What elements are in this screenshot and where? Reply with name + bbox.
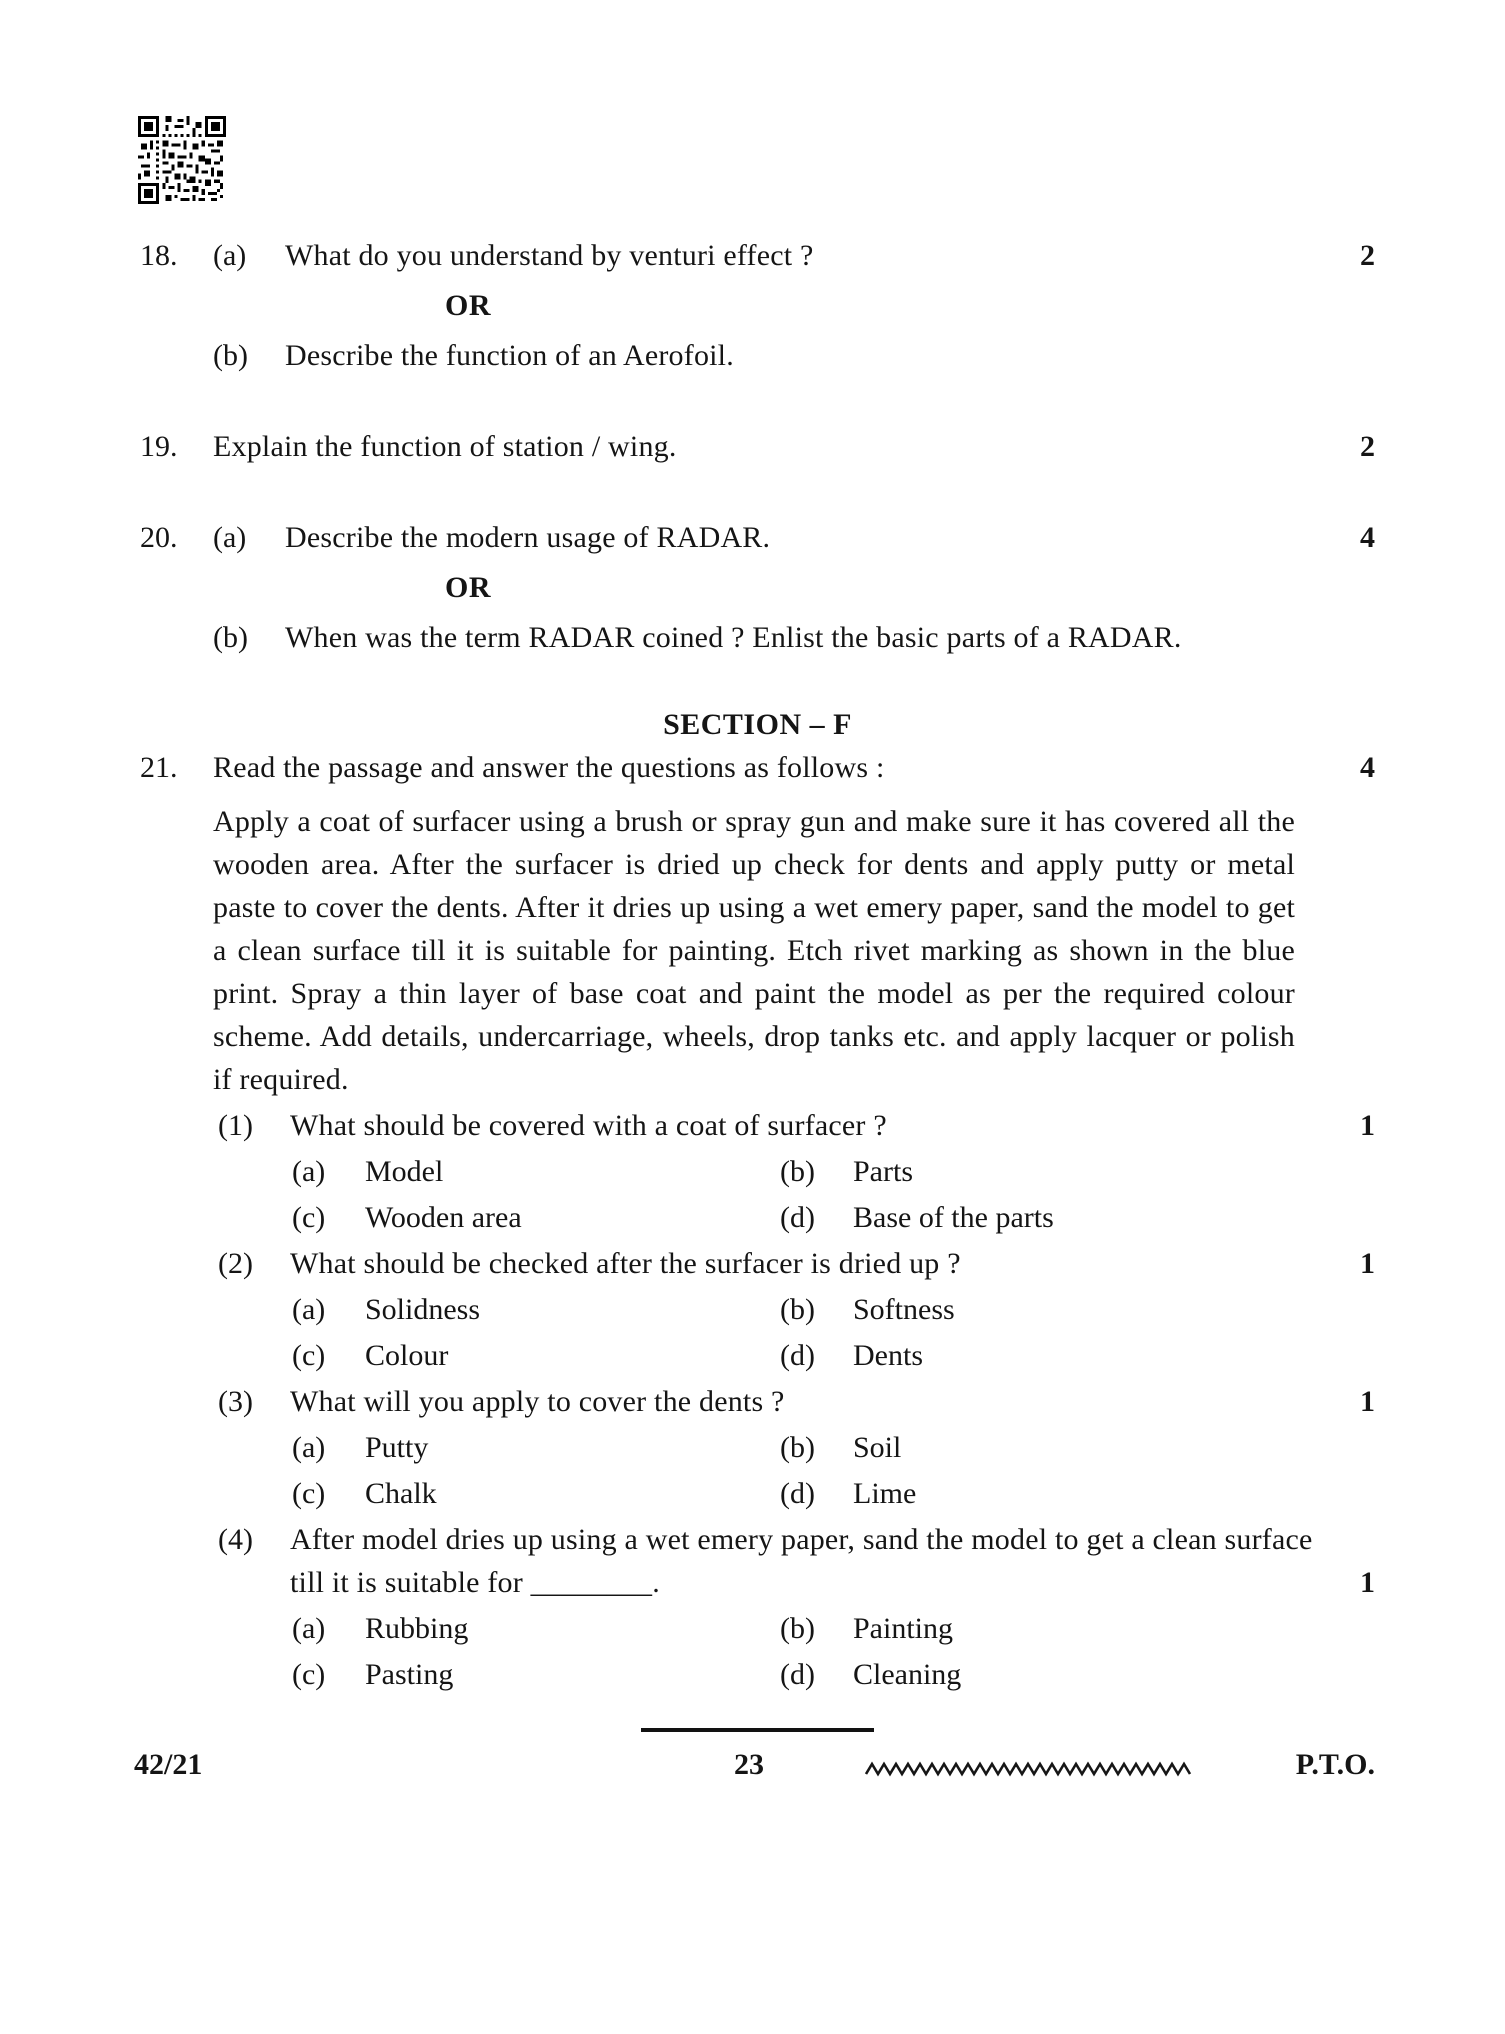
- option-label: (b): [780, 1612, 815, 1645]
- option-label: (b): [780, 1155, 815, 1188]
- option-row: [292, 1653, 1375, 1696]
- option-label: (d): [780, 1658, 815, 1691]
- option-text: Lime: [853, 1477, 917, 1510]
- option-label: (c): [292, 1201, 326, 1234]
- pto-label: P.T.O.: [1295, 1748, 1375, 1781]
- option-text: Pasting: [365, 1658, 454, 1691]
- marks-value: 2: [1360, 239, 1375, 272]
- question-21-intro: [140, 746, 1375, 789]
- subquestion-text: What will you apply to cover the dents ?: [290, 1385, 785, 1418]
- subquestion-label: (3): [218, 1385, 253, 1418]
- option-label: (a): [292, 1431, 326, 1464]
- question-18a: [140, 234, 1375, 277]
- question-18b: [140, 334, 1375, 377]
- question-20a: [140, 516, 1375, 559]
- option-text: Base of the parts: [853, 1201, 1054, 1234]
- section-heading: SECTION – F: [663, 708, 852, 741]
- option-label: (b): [780, 1431, 815, 1464]
- subquestion-text: After model dries up using a wet emery paper, sand the model to get a clean surface till it is suitable for ________.: [290, 1523, 1313, 1599]
- subquestion-label: (2): [218, 1247, 253, 1280]
- question-text: When was the term RADAR coined ? Enlist the basic parts of a RADAR.: [285, 621, 1182, 654]
- option-label: (c): [292, 1339, 326, 1372]
- subquestion-2: [218, 1242, 1375, 1285]
- marks-value: 2: [1360, 430, 1375, 463]
- option-text: Soil: [853, 1431, 902, 1464]
- option-text: Softness: [853, 1293, 955, 1326]
- subquestion-label: (4): [218, 1523, 253, 1556]
- page-content: [0, 116, 1505, 1794]
- question-number: 18.: [140, 239, 178, 272]
- part-label: (b): [213, 621, 248, 654]
- question-20b: [140, 616, 1375, 659]
- question-text: What do you understand by venturi effect ?: [285, 239, 814, 272]
- marks-value: 4: [1360, 751, 1375, 784]
- option-row: [292, 1150, 1375, 1193]
- page-footer: [134, 1748, 1375, 1794]
- option-label: (a): [292, 1293, 326, 1326]
- question-text: Describe the modern usage of RADAR.: [285, 521, 771, 554]
- option-text: Painting: [853, 1612, 954, 1645]
- question-19: [140, 425, 1375, 468]
- option-label: (a): [292, 1155, 326, 1188]
- subquestion-3: [218, 1380, 1375, 1423]
- marks-value: 1: [1360, 1385, 1375, 1418]
- option-label: (c): [292, 1658, 326, 1691]
- question-number: 20.: [140, 521, 178, 554]
- question-text: Describe the function of an Aerofoil.: [285, 339, 734, 372]
- part-label: (b): [213, 339, 248, 372]
- option-text: Solidness: [365, 1293, 481, 1326]
- question-number: 21.: [140, 751, 178, 784]
- option-label: (c): [292, 1477, 326, 1510]
- end-of-questions-rule: [641, 1728, 874, 1732]
- option-text: Putty: [365, 1431, 429, 1464]
- marks-value: 1: [1360, 1109, 1375, 1142]
- option-row: [292, 1288, 1375, 1331]
- subquestion-text: What should be checked after the surfacer is dried up ?: [290, 1247, 961, 1280]
- option-text: Colour: [365, 1339, 449, 1372]
- option-row: [292, 1607, 1375, 1650]
- option-label: (b): [780, 1293, 815, 1326]
- subquestion-label: (1): [218, 1109, 253, 1142]
- option-text: Dents: [853, 1339, 923, 1372]
- option-text: Model: [365, 1155, 444, 1188]
- marks-value: 1: [1360, 1566, 1375, 1599]
- option-row: [292, 1426, 1375, 1469]
- option-text: Parts: [853, 1155, 913, 1188]
- option-row: [292, 1334, 1375, 1377]
- option-text: Rubbing: [365, 1612, 469, 1645]
- question-number: 19.: [140, 430, 178, 463]
- or-separator: OR: [445, 571, 491, 604]
- question-text: Explain the function of station / wing.: [213, 430, 677, 463]
- subquestion-4: [218, 1518, 1375, 1604]
- option-row: [292, 1196, 1375, 1239]
- option-text: Wooden area: [365, 1201, 522, 1234]
- or-separator: OR: [445, 289, 491, 322]
- subquestion-1: [218, 1104, 1375, 1147]
- option-row: [292, 1472, 1375, 1515]
- option-label: (d): [780, 1201, 815, 1234]
- page-number: 23: [734, 1748, 764, 1781]
- option-text: Cleaning: [853, 1658, 962, 1691]
- option-label: (a): [292, 1612, 326, 1645]
- reading-passage: Apply a coat of surfacer using a brush or spray gun and make sure it has covered all the wooden area. After the surfacer is dried up check for dents and apply putty or metal paste to cover the dents. After it dries up using a wet emery paper, sand the model to get a clean surface till it is suitable for painting. Etch rivet marking as shown in the blue print. Spray a thin layer of base coat and paint the model as per the required colour scheme. Add details, undercarriage, wheels, drop tanks etc. and apply lacquer or polish if required.: [213, 805, 1295, 1096]
- option-label: (d): [780, 1477, 815, 1510]
- part-label: (a): [213, 239, 247, 272]
- part-label: (a): [213, 521, 247, 554]
- qr-code: [138, 116, 226, 204]
- marks-value: 1: [1360, 1247, 1375, 1280]
- question-text: Read the passage and answer the questions as follows :: [213, 751, 885, 784]
- option-text: Chalk: [365, 1477, 437, 1510]
- option-label: (d): [780, 1339, 815, 1372]
- paper-code: 42/21: [134, 1748, 203, 1781]
- subquestion-text: What should be covered with a coat of surfacer ?: [290, 1109, 887, 1142]
- squiggle-line: [864, 1758, 1204, 1780]
- marks-value: 4: [1360, 521, 1375, 554]
